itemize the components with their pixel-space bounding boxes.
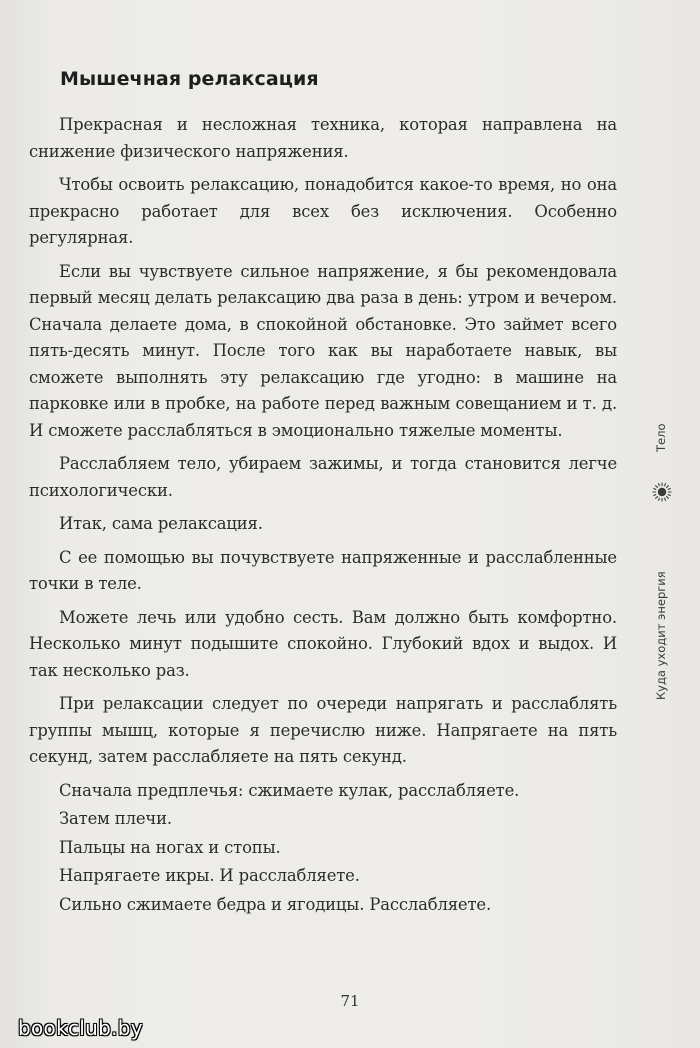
paragraph: Напрягаете икры. И расслабляете. — [59, 866, 360, 885]
paragraph: Можете лечь или удобно сесть. Вам должно быть комфортно. Несколько минут подышите спокойно. Глубокий вдох и выдох. И так несколько раз. — [29, 607, 617, 680]
watermark: bookclub.by — [18, 1016, 143, 1040]
sun-icon — [652, 482, 672, 502]
running-header — [648, 400, 680, 700]
paragraph: Чтобы освоить релаксацию, понадобится какое-то время, но она прекрасно работает для всех без исключения. Особенно регулярная. — [29, 175, 617, 247]
paragraph: Сначала предплечья: сжимаете кулак, расслабляете. — [59, 780, 520, 800]
paragraph: Расслабляем тело, убираем зажимы, и тогда становится легче психологически. — [29, 454, 617, 500]
paragraph: Если вы чувствуете сильное напряжение, я бы рекомендовала первый месяц делать релаксацию два раза в день: утром и вечером. Сначала делаете дома, в спокойной обстановке. Это займет всего пять-десять минут. После того как вы наработаете навык, вы сможете выполнять эту релаксацию где угодно: в машине на парковке или в пробке, на работе перед важным совещанием и т. д. И сможете расслабляться в эмоционально тяжелые моменты. — [29, 261, 617, 440]
paragraph: Прекрасная и несложная техника, которая направлена на снижение физического напряжения. — [29, 115, 617, 161]
section-title: Тело — [654, 423, 668, 452]
paragraph: С ее помощью вы почувствуете напряженные и расслабленные точки в теле. — [29, 547, 617, 593]
book-title: Куда уходит энергия — [654, 571, 668, 700]
body-text — [29, 112, 617, 920]
paragraph: Сильно сжимаете бедра и ягодицы. Расслабляете. — [59, 894, 492, 914]
paragraph: Итак, сама релаксация. — [59, 514, 263, 533]
paragraph: При релаксации следует по очереди напрягать и расслаблять группы мышц, которые я перечислю ниже. Напрягаете на пять секунд, затем расслабляете на пять секунд. — [29, 694, 617, 766]
section-heading: Мышечная релаксация — [60, 68, 319, 90]
page-number: 71 — [340, 992, 360, 1010]
paragraph: Затем плечи. — [59, 809, 172, 828]
paragraph: Пальцы на ногах и стопы. — [59, 837, 281, 857]
